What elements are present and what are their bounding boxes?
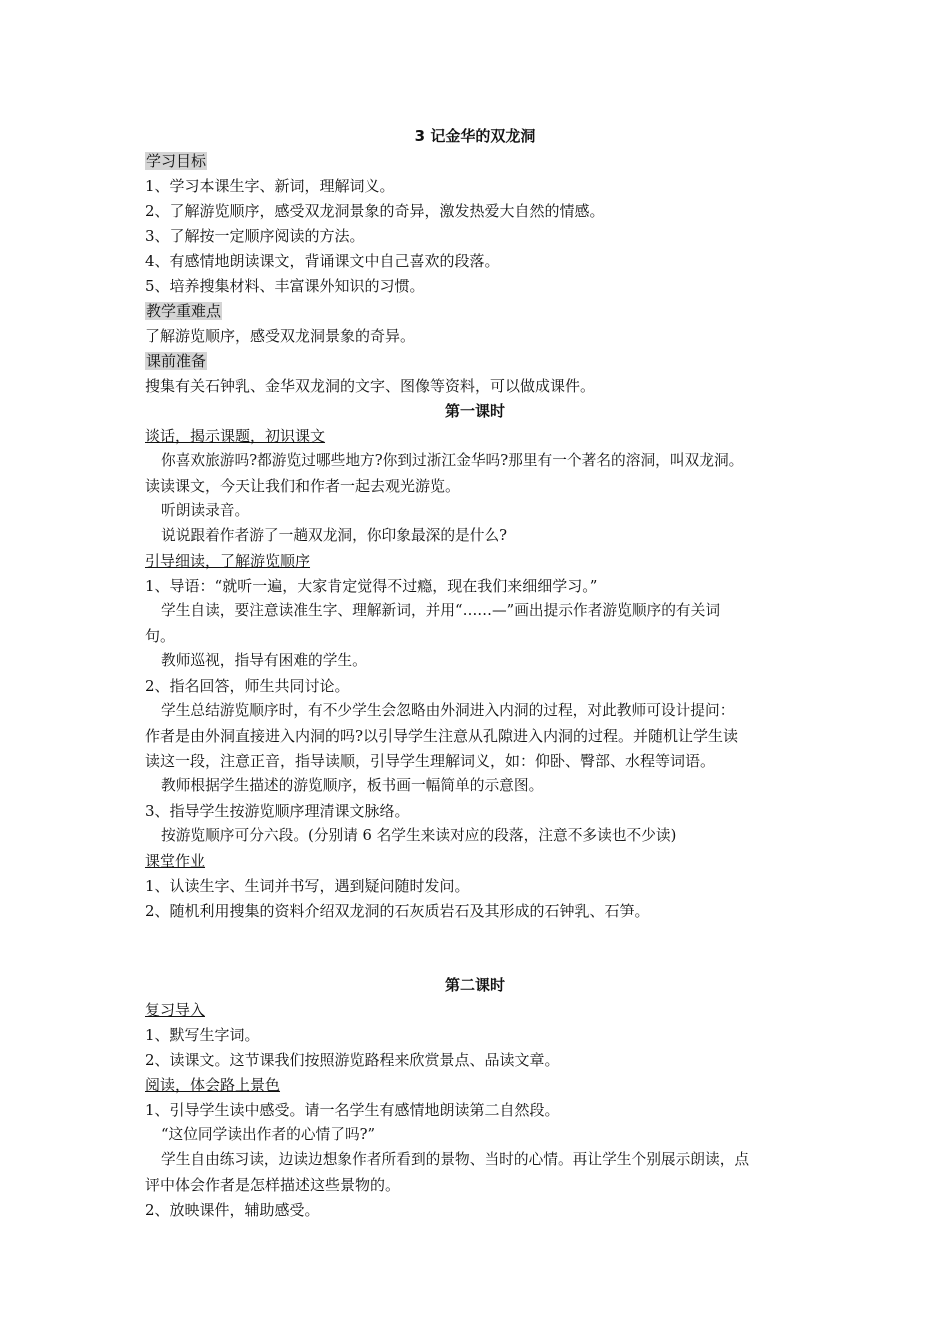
paragraph-line: 按游览顺序可分六段。(分别请 6 名学生来读对应的段落，注意不多读也不少读) — [161, 827, 677, 844]
goal-item: 3、了解按一定顺序阅读的方法。 — [145, 227, 365, 245]
paragraph-line: 读这一段，注意正音，指导读顺，引导学生理解词义，如：仰卧、臀部、水程等词语。 — [145, 752, 716, 770]
paragraph-line: 教师根据学生描述的游览顺序，板书画一幅简单的示意图。 — [161, 777, 544, 794]
lesson1-section2-heading: 引导细读，了解游览顺序 — [145, 552, 311, 570]
goals-heading: 学习目标 — [146, 152, 207, 170]
focus-heading: 教学重难点 — [146, 302, 222, 320]
prep-text: 搜集有关石钟乳、金华双龙洞的文字、图像等资料，可以做成课件。 — [145, 377, 596, 395]
paragraph-line: 1、默写生字词。 — [145, 1026, 260, 1044]
paragraph-line: 你喜欢旅游吗?都游览过哪些地方?你到过浙江金华吗?那里有一个著名的溶洞，叫双龙洞。 — [161, 452, 744, 469]
paragraph-line: 学生自由练习读，边读边想象作者所看到的景物、当时的心情。再让学生个别展示朗读，点 — [161, 1151, 750, 1168]
paragraph-line: 3、指导学生按游览顺序理清课文脉络。 — [145, 802, 410, 820]
lesson2-section1-heading: 复习导入 — [145, 1001, 206, 1019]
paragraph-line: 句。 — [145, 627, 176, 645]
paragraph-line: 学生自读，要注意读准生字、理解新词，并用“……—”画出提示作者游览顺序的有关词 — [161, 602, 721, 619]
paragraph-line: 1、认读生字、生词并书写，遇到疑问随时发问。 — [145, 877, 470, 895]
paragraph-line: 学生总结游览顺序时，有不少学生会忽略由外洞进入内洞的过程，对此教师可设计提问： — [161, 702, 735, 719]
lesson1-heading: 第一课时 — [444, 402, 505, 420]
lesson2-section2-heading: 阅读，体会路上景色 — [145, 1076, 281, 1094]
goal-item: 1、学习本课生字、新词，理解词义。 — [145, 177, 395, 195]
paragraph-line: 1、引导学生读中感受。请一名学生有感情地朗读第二自然段。 — [145, 1101, 560, 1119]
paragraph-line: 说说跟着作者游了一趟双龙洞，你印象最深的是什么? — [161, 527, 508, 544]
paragraph-line: 读读课文，今天让我们和作者一起去观光游览。 — [145, 477, 461, 495]
lesson1-section1-heading: 谈话，揭示课题，初识课文 — [145, 427, 326, 445]
goal-item: 2、了解游览顺序，感受双龙洞景象的奇异，激发热爱大自然的情感。 — [145, 202, 605, 220]
paragraph-line: 评中体会作者是怎样描述这些景物的。 — [145, 1176, 401, 1194]
document-title: 3 记金华的双龙洞 — [414, 127, 536, 145]
goal-item: 4、有感情地朗读课文，背诵课文中自己喜欢的段落。 — [145, 252, 500, 270]
lesson1-section3-heading: 课堂作业 — [145, 852, 206, 870]
goal-item: 5、培养搜集材料、丰富课外知识的习惯。 — [145, 277, 425, 295]
paragraph-line: 2、指名回答，师生共同讨论。 — [145, 677, 350, 695]
paragraph-line: 教师巡视，指导有困难的学生。 — [161, 652, 367, 669]
paragraph-line: 1、导语：“就听一遍，大家肯定觉得不过瘾，现在我们来细细学习。” — [145, 577, 598, 595]
paragraph-line: 听朗读录音。 — [161, 502, 250, 519]
lesson2-heading: 第二课时 — [444, 976, 505, 994]
paragraph-line: “这位同学读出作者的心情了吗?” — [161, 1126, 376, 1143]
paragraph-line: 2、随机利用搜集的资料介绍双龙洞的石灰质岩石及其形成的石钟乳、石笋。 — [145, 902, 650, 920]
paragraph-line: 2、读课文。这节课我们按照游览路程来欣赏景点、品读文章。 — [145, 1051, 560, 1069]
paragraph-line: 2、放映课件，辅助感受。 — [145, 1201, 320, 1219]
prep-heading: 课前准备 — [146, 352, 207, 370]
paragraph-line: 作者是由外洞直接进入内洞的吗?以引导学生注意从孔隙进入内洞的过程。并随机让学生读 — [145, 727, 739, 745]
focus-text: 了解游览顺序，感受双龙洞景象的奇异。 — [145, 327, 416, 345]
